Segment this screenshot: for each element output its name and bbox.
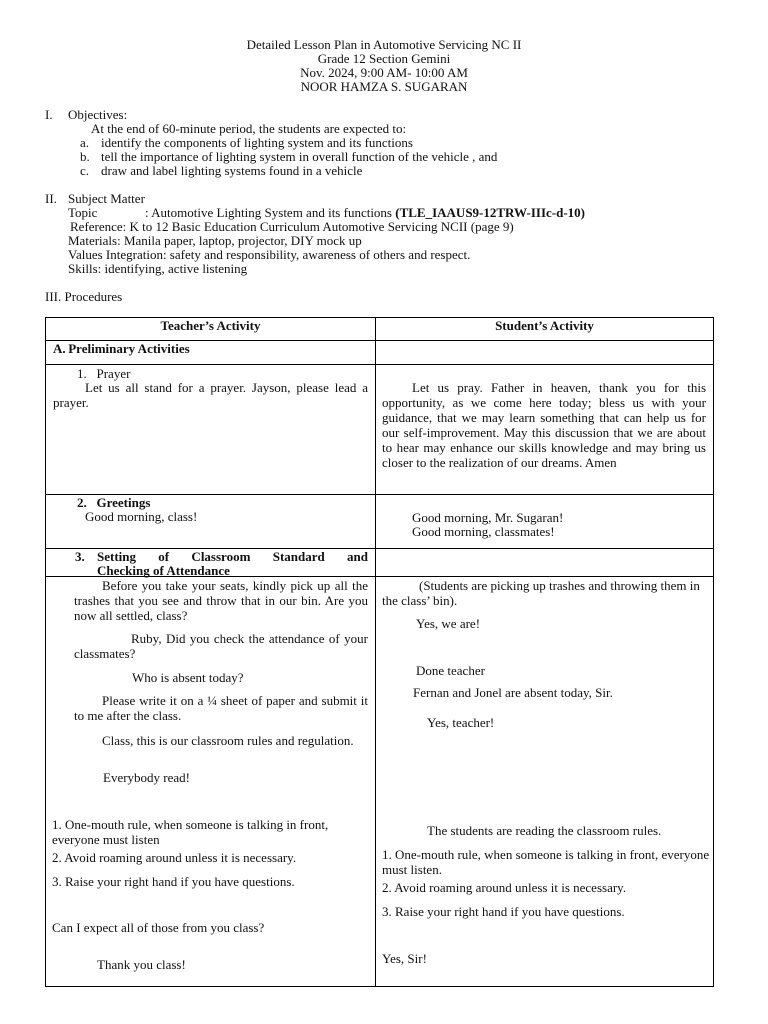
- prayer-student-cell: [376, 365, 714, 495]
- prayer-teacher-cell: [46, 365, 376, 495]
- objective-item-a: identify the components of lighting system and its functions: [101, 135, 413, 150]
- prayer-student-text: Let us pray. Father in heaven, thank you for this opportunity, as we come here today; bless us with your guidance, that we may learn something that can help us for our self-improvement. May this discussion that we are about to hear may enhance our skills knowledge and may bring us closer to the realization of our dreams. Amen: [382, 380, 706, 470]
- reference: Reference: K to 12 Basic Education Curriculum Automotive Servicing NCII (page 9): [70, 219, 514, 234]
- section-a-cell: [46, 341, 376, 365]
- setting-teacher-text-4: Please write it on a ¼ sheet of paper and submit it to me after the class.: [74, 693, 368, 723]
- teacher-rule-1: 1. One-mouth rule, when someone is talking in front, everyone must listen: [52, 817, 329, 847]
- setting-teacher-cell: [46, 577, 376, 987]
- setting-teacher-text-8: Thank you class!: [97, 957, 186, 972]
- objective-item-b: tell the importance of lighting system in overall function of the vehicle , and: [101, 149, 498, 164]
- setting-title-line1: Setting of Classroom Standard and: [97, 549, 368, 564]
- prayer-teacher-text: Let us all stand for a prayer. Jayson, please lead a prayer.: [53, 380, 368, 410]
- setting-title-row: [46, 549, 714, 577]
- greetings-teacher-cell: [46, 495, 376, 549]
- grade-section: Grade 12 Section Gemini: [317, 51, 451, 66]
- topic-label: Topic: [68, 205, 98, 220]
- teacher-rule-2: 2. Avoid roaming around unless it is necessary.: [52, 850, 297, 865]
- greetings-student-cell: [376, 495, 714, 549]
- subject-matter-number: II.: [45, 191, 57, 206]
- setting-teacher-text-1: Before you take your seats, kindly pick up all the trashes that you see and throw that in our bin. Are you now all settled, class?: [74, 578, 368, 623]
- greetings-row: [46, 495, 714, 549]
- greetings-student-text-2: Good morning, classmates!: [412, 524, 555, 539]
- teacher-column-header: Teacher’s Activity: [46, 318, 376, 341]
- setting-title-empty-cell: [376, 549, 714, 577]
- topic-code: (TLE_IAAUS9-12TRW-IIIc-d-10): [395, 205, 585, 220]
- setting-title-line2: Checking of Attendance: [97, 563, 230, 578]
- skills: Skills: identifying, active listening: [68, 261, 248, 276]
- setting-title-cell: [46, 549, 376, 577]
- student-rule-3: 3. Raise your right hand if you have questions.: [382, 904, 625, 919]
- setting-title-number: 3.: [75, 549, 85, 564]
- setting-student-text-6: The students are reading the classroom rules.: [427, 823, 662, 838]
- setting-student-text-4: Fernan and Jonel are absent today, Sir.: [413, 685, 613, 700]
- setting-student-text-3: Done teacher: [416, 663, 485, 678]
- objectives-number: I.: [45, 107, 53, 122]
- section-a-empty-cell: [376, 341, 714, 365]
- greetings-teacher-text: Good morning, class!: [85, 509, 198, 524]
- teacher-rule-3: 3. Raise your right hand if you have questions.: [52, 874, 295, 889]
- subject-matter-heading: Subject Matter: [68, 191, 145, 206]
- setting-student-text-1: (Students are picking up trashes and throwing them in the class’ bin).: [382, 578, 700, 608]
- greetings-student-text-1: Good morning, Mr. Sugaran!: [412, 510, 564, 525]
- values-integration: Values Integration: safety and responsibility, awareness of others and respect.: [68, 247, 471, 262]
- student-rule-2: 2. Avoid roaming around unless it is necessary.: [382, 880, 627, 895]
- objective-marker-a: a.: [80, 135, 90, 150]
- objective-item-c: draw and label lighting systems found in a vehicle: [101, 163, 363, 178]
- activity-table: [45, 317, 714, 987]
- setting-teacher-text-3: Who is absent today?: [132, 670, 244, 685]
- setting-student-text-2: Yes, we are!: [416, 616, 481, 631]
- setting-teacher-text-7: Can I expect all of those from you class?: [52, 920, 265, 935]
- setting-teacher-text-5: Class, this is our classroom rules and regulation.: [102, 733, 354, 748]
- setting-teacher-text-2: Ruby, Did you check the attendance of your classmates?: [74, 631, 368, 661]
- materials: Materials: Manila paper, laptop, projector, DIY mock up: [68, 233, 362, 248]
- setting-student-text-7: Yes, Sir!: [382, 951, 427, 966]
- student-rule-1: 1. One-mouth rule, when someone is talking in front, everyone must listen.: [382, 847, 710, 877]
- prayer-row: [46, 365, 714, 495]
- topic-text: : Automotive Lighting System and its functions (TLE_IAAUS9-12TRW-IIIc-d-10): [145, 205, 585, 220]
- objective-marker-c: c.: [80, 163, 90, 178]
- objectives-intro: At the end of 60-minute period, the students are expected to:: [91, 121, 407, 136]
- teacher-name: NOOR HAMZA S. SUGARAN: [300, 79, 468, 94]
- section-a-title: A. Preliminary Activities: [53, 341, 190, 356]
- student-column-header: Student’s Activity: [376, 318, 714, 341]
- procedures-heading: III. Procedures: [45, 289, 123, 304]
- section-a-row: [46, 341, 714, 365]
- setting-teacher-text-6: Everybody read!: [103, 770, 190, 785]
- objectives-heading: Objectives:: [68, 107, 128, 122]
- setting-student-text-5: Yes, teacher!: [427, 715, 495, 730]
- table-header-row: [46, 318, 714, 341]
- setting-student-cell: [376, 577, 714, 987]
- greetings-title: 2. Greetings: [77, 495, 151, 510]
- objective-marker-b: b.: [80, 149, 90, 164]
- prayer-title: 1. Prayer: [77, 366, 131, 381]
- setting-content-row: [46, 577, 714, 987]
- document-title: Detailed Lesson Plan in Automotive Servicing NC II: [246, 37, 522, 52]
- date-time: Nov. 2024, 9:00 AM- 10:00 AM: [300, 65, 468, 80]
